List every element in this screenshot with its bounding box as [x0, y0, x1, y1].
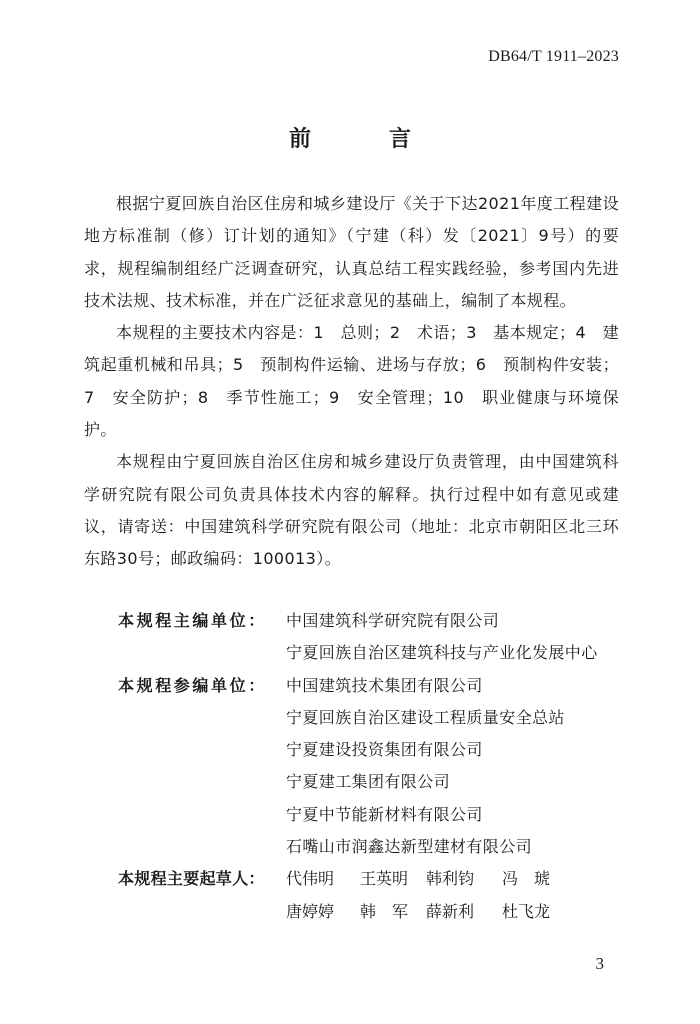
paragraph: 本规程的主要技术内容是：1 总则；2 术语；3 基本规定；4 建筑起重机械和吊具；5 预制构件运输、进场与存放；6 预制构件安装；7 安全防护；8 季节性施工；9 安全管理；10 职业健康与环境保护。	[84, 323, 619, 440]
unit-item: 宁夏中节能新材料有限公司	[286, 804, 483, 824]
paragraph: 本规程由宁夏回族自治区住房和城乡建设厅负责管理，由中国建筑科学研究院有限公司负责具体技术内容的解释。执行过程中如有意见或建议，请寄送：中国建筑科学研究院有限公司（地址：北京市朝阳区北三环东路30号；邮政编码：100013）。	[84, 452, 619, 569]
unit-item: 宁夏回族自治区建设工程质量安全总站	[286, 707, 565, 727]
drafter-name: 代伟明	[286, 869, 335, 889]
drafter-name: 唐婷婷	[286, 901, 335, 921]
participating-units-list	[286, 670, 638, 864]
drafters-row	[118, 863, 638, 928]
document-code: DB64/T 1911–2023	[488, 48, 619, 65]
paragraph: 根据宁夏回族自治区住房和城乡建设厅《关于下达2021年度工程建设地方标准制（修）订计划的通知》（宁建（科）发〔2021〕9号）的要求，规程编制组经广泛调查研究，认真总结工程实践经验，参考国内先进技术法规、技术标准，并在广泛征求意见的基础上，编制了本规程。	[84, 194, 619, 310]
drafter-name: 冯 琥	[502, 869, 551, 889]
chief-units-row	[118, 605, 638, 670]
chief-units-label: 本规程主编单位：	[118, 611, 267, 630]
unit-item: 宁夏回族自治区建筑科技与产业化发展中心	[286, 643, 598, 663]
chief-units-list	[286, 605, 638, 670]
unit-item: 宁夏建工集团有限公司	[286, 772, 451, 792]
drafter-name: 韩利钧	[426, 869, 475, 889]
credits-section	[118, 605, 638, 928]
unit-item: 石嘴山市润鑫达新型建材有限公司	[286, 837, 533, 857]
unit-item: 中国建筑技术集团有限公司	[286, 675, 483, 695]
drafters-list	[286, 863, 638, 928]
drafter-name: 韩 军	[360, 901, 409, 921]
drafter-name: 王英明	[360, 869, 409, 889]
preface-body	[84, 188, 619, 576]
drafters-label: 本规程主要起草人：	[118, 869, 265, 889]
drafter-name: 薛新利	[426, 901, 475, 921]
page-number: 3	[595, 954, 604, 973]
unit-item: 宁夏建设投资集团有限公司	[286, 740, 483, 760]
page-title: 前 言	[288, 126, 439, 152]
drafter-name: 杜飞龙	[502, 901, 551, 921]
unit-item: 中国建筑科学研究院有限公司	[286, 611, 500, 630]
participating-units-label: 本规程参编单位：	[118, 675, 267, 695]
participating-units-row	[118, 670, 638, 864]
